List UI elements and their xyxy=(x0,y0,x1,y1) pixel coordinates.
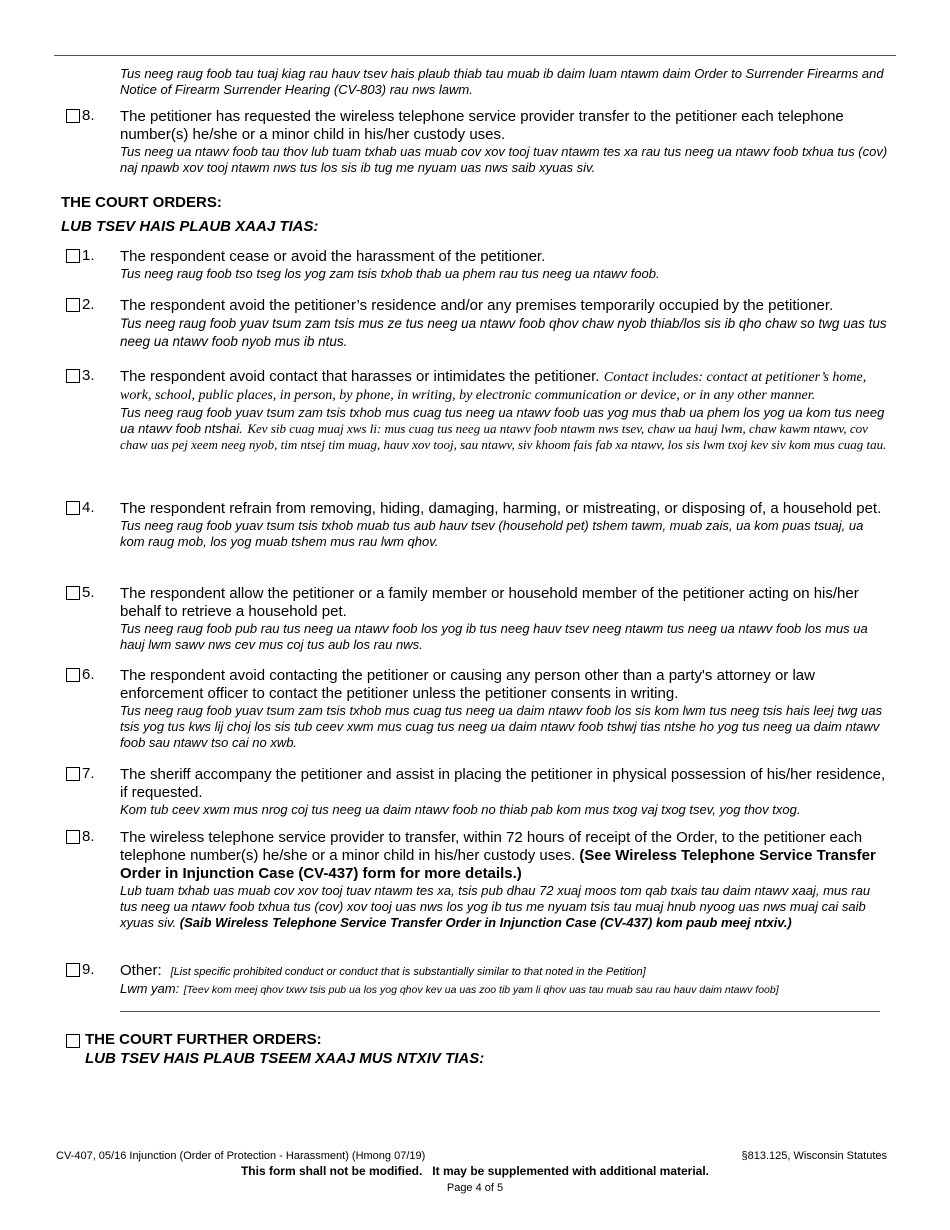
item-4-hmong: Tus neeg raug foob yuav tsum tsis txhob muab tus aub hauv tsev (household pet) tshem tawm, muab zais, ua kom puas tsuaj, ua kom raug mob, los yog muab tshem mus rau lwm qhov. xyxy=(120,518,864,549)
pre-item-8-body xyxy=(120,108,890,176)
footer-page-number: Page 4 of 5 xyxy=(446,1182,504,1194)
item-4-english: The respondent refrain from removing, hiding, damaging, harming, or mistreating, or disposing of, a household pet. xyxy=(120,500,882,517)
pre-item-8-hmong: Tus neeg ua ntawv foob tau thov lub tuam txhab uas muab cov xov tooj tuav ntawm tes xa rau tus neeg ua ntawv foob txhua tus (cov) naj npawb xov tooj ntawm nws tus los sis ib tug me nyuam uas nws saib xyuas siv. xyxy=(120,144,888,175)
pre-item-8-english: The petitioner has requested the wireless telephone service provider transfer to the petitioner each telephone number(s) he/she or a minor child in his/her custody uses. xyxy=(120,108,844,143)
item-9-checkbox[interactable] xyxy=(66,963,80,977)
item-7-hmong: Kom tub ceev xwm mus nrog coj tus neeg ua daim ntawv foob no thiab pab kom mus txog vaj txog tsev, yog thov txog. xyxy=(120,802,801,817)
further-orders-heading-hmong: LUB TSEV HAIS PLAUB TSEEM XAAJ MUS NTXIV TIAS: xyxy=(85,1050,485,1067)
top-rule xyxy=(54,55,896,56)
item-7-english: The sheriff accompany the petitioner and assist in placing the petitioner in physical possession of his/her residence, if requested. xyxy=(120,766,886,801)
item-9-label: Other: xyxy=(120,962,162,979)
item-1-body xyxy=(120,248,890,282)
item-5-english: The respondent allow the petitioner or a family member or household member of the petitioner acting on his/her behalf to retrieve a household pet. xyxy=(120,585,859,620)
continuation-text: Tus neeg raug foob tau tuaj kiag rau hauv tsev hais plaub thiab tau muab ib daim luam ntawm daim Order to Surrender Firearms and Notice of Firearm Surrender Hearing (CV-803) rau nws lawm. xyxy=(120,66,884,97)
item-5-number: 5. xyxy=(82,584,95,601)
item-3-body xyxy=(120,368,890,453)
item-5-checkbox[interactable] xyxy=(66,586,80,600)
pre-item-8-number: 8. xyxy=(82,107,95,124)
item-2-body xyxy=(120,297,890,351)
footer-notice: This form shall not be modified. It may be supplemented with additional material. xyxy=(240,1164,710,1178)
court-orders-heading: THE COURT ORDERS: xyxy=(61,194,222,211)
item-9-hint-hmong: [Teev kom meej qhov txwv tsis pub ua los yog qhov kev ua uas zoo tib yam li qhov uas tau muab sau rau hauv daim ntawv foob] xyxy=(183,984,779,996)
item-3-english: The respondent avoid contact that harasses or intimidates the petitioner. xyxy=(120,368,600,385)
item-4-checkbox[interactable] xyxy=(66,501,80,515)
court-orders-heading-hmong: LUB TSEV HAIS PLAUB XAAJ TIAS: xyxy=(61,218,319,235)
item-3-hmong: Tus neeg raug foob yuav tsum zam tsis txhob mus cuag tus neeg ua ntawv foob uas yog mus thab ua phem los yog ua kom tus neeg ua ntawv foob ntshai. xyxy=(120,405,885,436)
item-1-english: The respondent cease or avoid the harassment of the petitioner. xyxy=(120,248,546,265)
item-9-body xyxy=(120,962,890,998)
item-1-number: 1. xyxy=(82,247,95,264)
item-1-hmong: Tus neeg raug foob tso tseg los yog zam tsis txhob thab ua phem rau tus neeg ua ntawv foob. xyxy=(120,266,660,281)
item-1-checkbox[interactable] xyxy=(66,249,80,263)
item-7-checkbox[interactable] xyxy=(66,767,80,781)
item-8-hmong-bold: (Saib Wireless Telephone Service Transfer Order in Injunction Case (CV-437) kom paub meej ntxiv.) xyxy=(179,915,792,930)
item-4-number: 4. xyxy=(82,499,95,516)
footer-statute: §813.125, Wisconsin Statutes xyxy=(741,1150,887,1162)
item-2-english: The respondent avoid the petitioner’s residence and/or any premises temporarily occupied by the petitioner. xyxy=(120,297,834,314)
item-6-english: The respondent avoid contacting the petitioner or causing any person other than a party's attorney or law enforcement officer to contact the petitioner unless the petitioner consents in writing. xyxy=(120,667,815,702)
item-8-english: The wireless telephone service provider to transfer, within 72 hours of receipt of the Order, to the petitioner each telephone number(s) he/she or a minor child in his/her custody uses. xyxy=(120,829,863,864)
item-6-body xyxy=(120,667,890,751)
pre-item-8-checkbox[interactable] xyxy=(66,109,80,123)
further-orders-heading: THE COURT FURTHER ORDERS: xyxy=(85,1031,322,1048)
item-5-body xyxy=(120,585,890,653)
item-7-number: 7. xyxy=(82,765,95,782)
item-3-number: 3. xyxy=(82,367,95,384)
item-2-checkbox[interactable] xyxy=(66,298,80,312)
item-3-english-note: Contact includes: contact at petitioner’s home, work, school, public places, in person, by phone, in writing, by electronic communication or device, or in any other manner. xyxy=(120,370,867,403)
item-2-hmong: Tus neeg raug foob yuav tsum zam tsis mus ze tus neeg ua ntawv foob qhov chaw nyob thiab/los sis ib qho chaw so twg uas tus neeg ua ntawv foob nyob mus ib ntus. xyxy=(120,316,887,349)
item-9-label-hmong: Lwm yam: xyxy=(120,981,180,996)
item-8-hmong: Lub tuam txhab uas muab cov xov tooj tuav ntawm tes xa, tsis pub dhau 72 xuaj moos tom qab txais tau daim ntawv xaaj, mus rau tus neeg ua ntawv foob txhua tus (cov) xov tooj uas nws los yog ib tus me nyuam tsis tau muaj hnub nyoog uas nws muaj cai saib xyuas siv. xyxy=(120,883,871,930)
item-7-body xyxy=(120,766,890,818)
item-9-hint: [List specific prohibited conduct or conduct that is substantially similar to that noted in the Petition] xyxy=(170,966,646,978)
item-4-body xyxy=(120,500,890,550)
item-8-number: 8. xyxy=(82,828,95,845)
further-orders-checkbox[interactable] xyxy=(66,1034,80,1048)
footer-form-id: CV-407, 05/16 Injunction (Order of Protection - Harassment) (Hmong 07/19) xyxy=(56,1150,426,1162)
item-2-number: 2. xyxy=(82,296,95,313)
item-5-hmong: Tus neeg raug foob pub rau tus neeg ua ntawv foob los yog ib tus neeg hauv tsev neeg ntawm tus neeg ua ntawv foob los mus ua hauj lwm sawv nws cev mus coj tus aub los rau nws. xyxy=(120,621,868,652)
item-8-english-bold: (See Wireless Telephone Service Transfer Order in Injunction Case (CV-437) form for more details.) xyxy=(120,847,876,882)
item-6-checkbox[interactable] xyxy=(66,668,80,682)
other-fill-line[interactable] xyxy=(120,1011,880,1012)
item-8-checkbox[interactable] xyxy=(66,830,80,844)
item-8-body xyxy=(120,829,890,931)
item-6-number: 6. xyxy=(82,666,95,683)
item-6-hmong: Tus neeg raug foob yuav tsum zam tsis txhob mus cuag tus neeg ua daim ntawv foob los sis kom lwm tus neeg tsis hais leej twg uas tsis yog tus kws lij choj los sis tub ceev xwm mus cuag tus neeg ua daim ntawv foob tshwj tias ntshe ho yog tus neeg ua daim ntawv foob sau ntawv tso cai no xwb. xyxy=(120,703,883,750)
item-3-hmong-note: Kev sib cuag muaj xws li: mus cuag tus neeg ua ntawv foob ntawm nws tsev, chaw ua hauj lwm, chaw kawm ntawv, cov chaw uas pej xeem neeg nyob, tim ntsej tim muag, hauv xov tooj, sau ntawv, siv khoom fais fab xa ntawv, los sis lwm txoj kev siv kom mus cuag tau. xyxy=(120,421,887,452)
item-3-checkbox[interactable] xyxy=(66,369,80,383)
item-9-number: 9. xyxy=(82,961,95,978)
